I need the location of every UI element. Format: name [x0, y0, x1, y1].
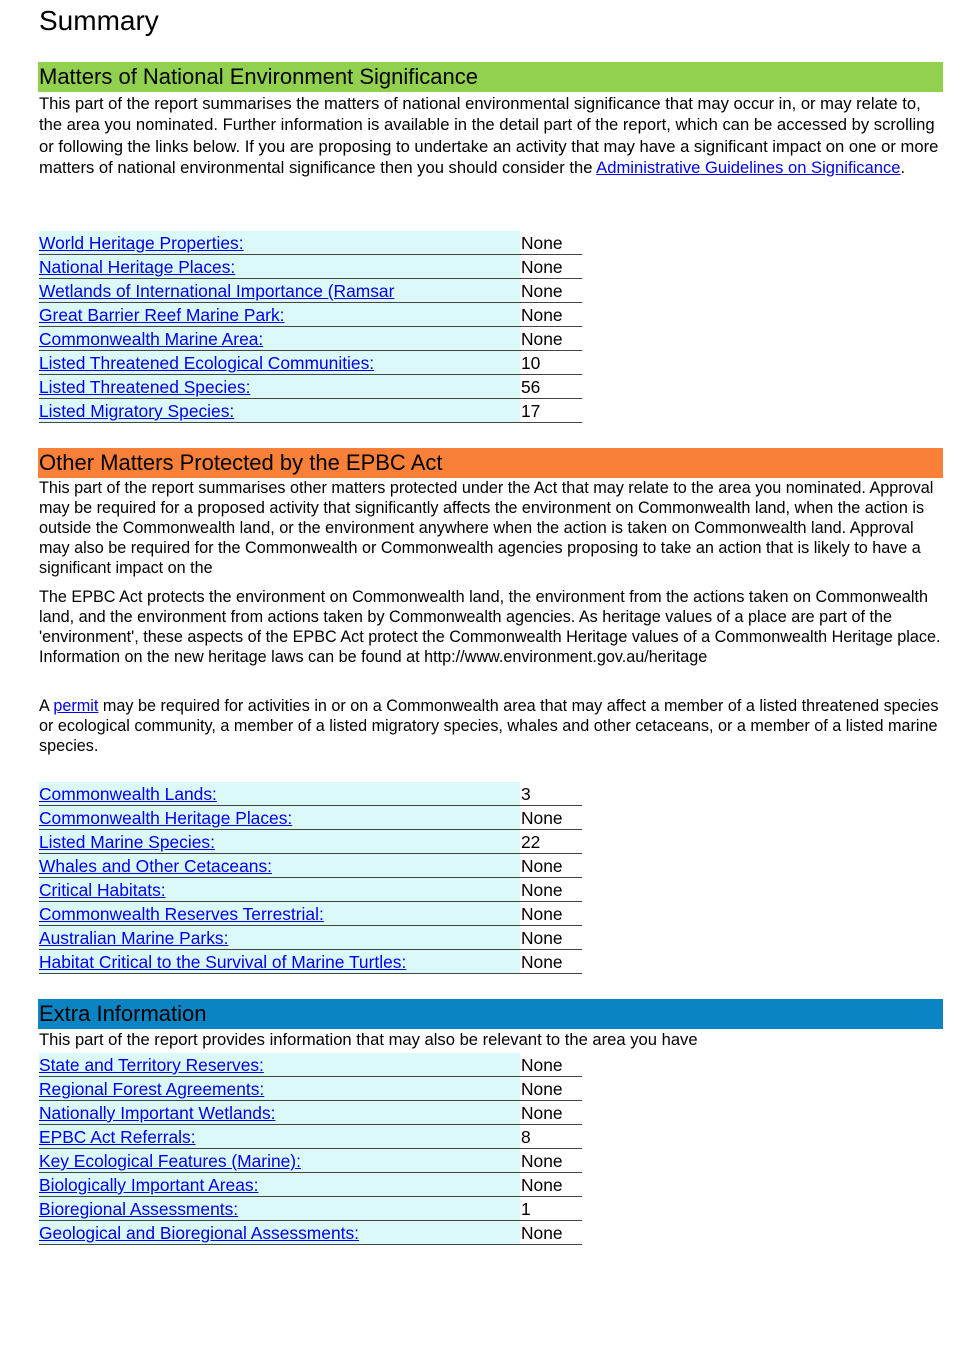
row-value: None	[520, 878, 582, 902]
table-row	[39, 255, 582, 279]
row-link[interactable]: State and Territory Reserves:	[39, 1055, 264, 1075]
page-title: Summary	[39, 5, 159, 36]
row-label-cell	[39, 375, 520, 399]
row-label-cell	[39, 1077, 520, 1101]
row-value: 22	[520, 830, 582, 854]
row-link[interactable]: Listed Threatened Species:	[39, 377, 251, 397]
other-matters-summary-table	[39, 782, 582, 974]
intro-end: .	[900, 157, 906, 177]
permit-text-end: may be required for activities in or on a Commonwealth area that may affect a member of a listed threatened species or ecological community, a member of a listed migratory species, whales and other cetaceans, or a member of a listed marine species.	[39, 697, 939, 755]
row-link[interactable]: Listed Threatened Ecological Communities:	[39, 353, 375, 373]
row-link[interactable]: Biologically Important Areas:	[39, 1175, 259, 1195]
permit-link[interactable]: permit	[53, 697, 99, 715]
row-label-cell	[39, 1149, 520, 1173]
row-label-cell	[39, 1125, 520, 1149]
row-link[interactable]: Wetlands of International Importance (Ramsar	[39, 281, 395, 301]
mnes-summary-table	[39, 231, 582, 423]
row-link[interactable]: Habitat Critical to the Survival of Marine Turtles:	[39, 952, 407, 972]
table-body	[39, 1053, 582, 1245]
table-row	[39, 806, 582, 830]
row-label-cell	[39, 1221, 520, 1245]
row-link[interactable]: Commonwealth Reserves Terrestrial:	[39, 904, 324, 924]
row-link[interactable]: World Heritage Properties:	[39, 233, 244, 253]
table-row	[39, 950, 582, 974]
table-row	[39, 375, 582, 399]
row-link[interactable]: Whales and Other Cetaceans:	[39, 856, 272, 876]
row-link[interactable]: Nationally Important Wetlands:	[39, 1103, 276, 1123]
row-link[interactable]: Key Ecological Features (Marine):	[39, 1151, 301, 1171]
row-link[interactable]: Great Barrier Reef Marine Park:	[39, 305, 285, 325]
table-body	[39, 782, 582, 974]
table-row	[39, 1221, 582, 1245]
section-intro-extra: This part of the report provides information that may also be relevant to the area you have	[39, 1030, 698, 1049]
permit-text-start: A	[39, 697, 54, 715]
row-label-cell	[39, 830, 520, 854]
row-label-cell	[39, 926, 520, 950]
extra-information-summary-table	[39, 1053, 582, 1245]
row-label-cell	[39, 255, 520, 279]
row-value: None	[520, 1101, 582, 1125]
row-value: None	[520, 1053, 582, 1077]
row-value: None	[520, 1221, 582, 1245]
row-value: None	[520, 303, 582, 327]
table-row	[39, 1125, 582, 1149]
table-row	[39, 303, 582, 327]
table-row	[39, 231, 582, 255]
row-value: 10	[520, 351, 582, 375]
table-row	[39, 830, 582, 854]
section-intro-mnes	[39, 93, 944, 178]
guidelines-link[interactable]: Administrative Guidelines on Significance	[596, 157, 901, 177]
section-heading-mnes: Matters of National Environment Significance	[38, 62, 943, 92]
row-value: 8	[520, 1125, 582, 1149]
row-label-cell	[39, 806, 520, 830]
row-label-cell	[39, 1101, 520, 1125]
row-value: None	[520, 1173, 582, 1197]
row-link[interactable]: Regional Forest Agreements:	[39, 1079, 265, 1099]
section-intro-other-1: This part of the report summarises other matters protected under the Act that may relate to the area you nominated. Approval may be required for a proposed activity that significantly affects the environment on Commonwealth land, when the action is outside the Commonwealth land, or the environment anywhere when the action is taken on Commonwealth land. Approval may also be required for the Commonwealth or Commonwealth agencies proposing to take an action that is likely to have a significant impact on the	[39, 479, 934, 577]
row-value: None	[520, 854, 582, 878]
row-value: None	[520, 902, 582, 926]
row-label-cell	[39, 327, 520, 351]
row-link[interactable]: Commonwealth Heritage Places:	[39, 808, 293, 828]
row-label-cell	[39, 1173, 520, 1197]
row-label-cell	[39, 902, 520, 926]
row-label-cell	[39, 231, 520, 255]
row-link[interactable]: Australian Marine Parks:	[39, 928, 229, 948]
table-row	[39, 279, 582, 303]
row-label-cell	[39, 1053, 520, 1077]
row-value: None	[520, 806, 582, 830]
table-row	[39, 1197, 582, 1221]
section-intro-other-2: The EPBC Act protects the environment on Commonwealth land, the environment from the actions taken on Commonwealth land, and the environment from actions taken by Commonwealth agencies. As heritage values of a place are part of the 'environment', these aspects of the EPBC Act protect the Commonwealth Heritage values of a Commonwealth Heritage place. Information on the new heritage laws can be found at http://www.environment.gov.au/heritage	[39, 588, 941, 666]
row-label-cell	[39, 878, 520, 902]
row-value: None	[520, 1149, 582, 1173]
table-row	[39, 1149, 582, 1173]
table-body	[39, 231, 582, 423]
table-row	[39, 1077, 582, 1101]
row-label-cell	[39, 854, 520, 878]
table-row	[39, 1101, 582, 1125]
section-heading-other-matters: Other Matters Protected by the EPBC Act	[38, 448, 943, 478]
row-value: 3	[520, 782, 582, 806]
table-row	[39, 1173, 582, 1197]
row-link[interactable]: Bioregional Assessments:	[39, 1199, 239, 1219]
row-label-cell	[39, 303, 520, 327]
row-label-cell	[39, 351, 520, 375]
table-row	[39, 782, 582, 806]
section-intro-other-3	[39, 696, 944, 756]
row-link[interactable]: Commonwealth Lands:	[39, 784, 217, 804]
table-row	[39, 854, 582, 878]
row-label-cell	[39, 950, 520, 974]
row-value: None	[520, 279, 582, 303]
row-value: None	[520, 926, 582, 950]
table-row	[39, 1053, 582, 1077]
row-value: None	[520, 950, 582, 974]
table-row	[39, 327, 582, 351]
intro-text: This part of the report summarises the matters of national environmental significance that may occur in, or may relate to, the area you nominated. Further information is available in the detail part of the report, which can be accessed by scrolling or following the links below. If you are proposing to undertake an activity that may have a significant impact on one or more matters of national environmental significance then you should consider the	[39, 94, 939, 177]
section-heading-extra-information: Extra Information	[38, 999, 943, 1029]
row-value: None	[520, 327, 582, 351]
row-link[interactable]: EPBC Act Referrals:	[39, 1127, 196, 1147]
row-link[interactable]: Critical Habitats:	[39, 880, 166, 900]
row-value: 1	[520, 1197, 582, 1221]
row-link[interactable]: Listed Migratory Species:	[39, 401, 235, 421]
table-row	[39, 878, 582, 902]
row-value: 56	[520, 375, 582, 399]
table-row	[39, 902, 582, 926]
row-value: None	[520, 255, 582, 279]
table-row	[39, 926, 582, 950]
row-label-cell	[39, 399, 520, 423]
row-value: 17	[520, 399, 582, 423]
row-link[interactable]: National Heritage Places:	[39, 257, 236, 277]
table-row	[39, 351, 582, 375]
row-label-cell	[39, 782, 520, 806]
table-row	[39, 399, 582, 423]
row-label-cell	[39, 1197, 520, 1221]
row-link[interactable]: Commonwealth Marine Area:	[39, 329, 264, 349]
row-link[interactable]: Listed Marine Species:	[39, 832, 215, 852]
row-label-cell	[39, 279, 520, 303]
row-link[interactable]: Geological and Bioregional Assessments:	[39, 1223, 359, 1243]
row-value: None	[520, 231, 582, 255]
row-value: None	[520, 1077, 582, 1101]
